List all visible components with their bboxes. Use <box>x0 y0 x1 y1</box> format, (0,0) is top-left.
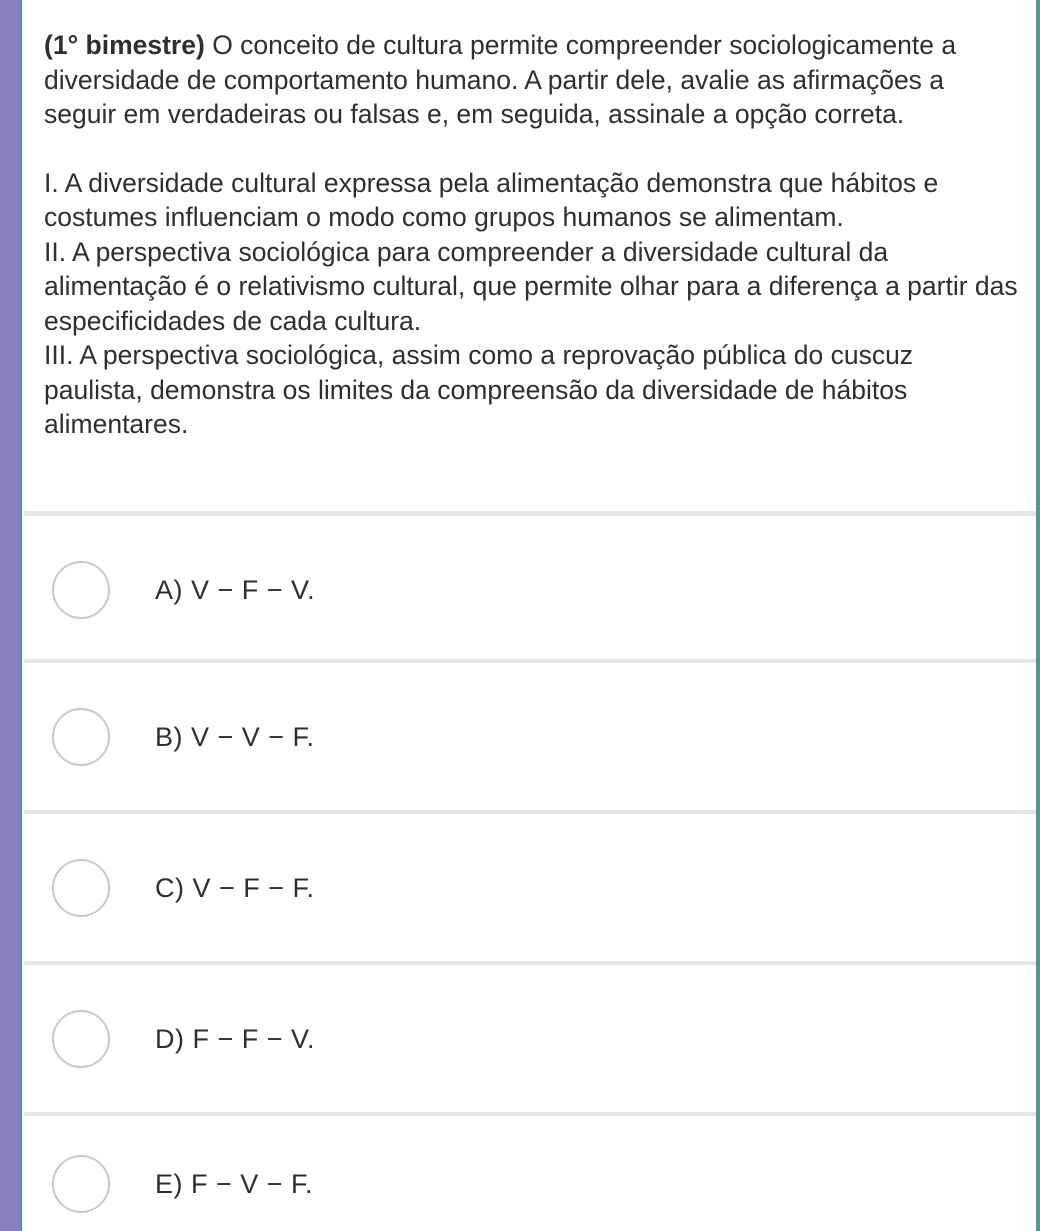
question-label: (1° bimestre) <box>44 30 205 60</box>
radio-circle-icon[interactable] <box>52 1010 110 1068</box>
right-accent-edge <box>1036 0 1040 1231</box>
option-e-label: E) F − V − F. <box>155 1168 314 1199</box>
question-prompt-text: O conceito de cultura permite compreender sociologicamente a diversidade de comportamento humano. A partir dele, avalie as afirmações a seguir em verdadeiras ou falsas e, em seguida, assinale a opção correta. <box>44 30 957 129</box>
option-c[interactable] <box>24 814 1036 962</box>
radio-circle-icon[interactable] <box>52 1155 110 1213</box>
statement-3: III. A perspectiva sociológica, assim como a reprovação pública do cuscuz paulista, demonstra os limites da compreensão da diversidade de hábitos alimentares. <box>44 340 914 439</box>
option-e[interactable] <box>24 1110 1036 1231</box>
option-d-label: D) F − F − V. <box>155 1023 316 1054</box>
radio-circle-icon[interactable] <box>52 859 110 917</box>
radio-circle-icon[interactable] <box>52 561 110 619</box>
question-prompt <box>44 28 1019 132</box>
option-a-label: A) V − F − V. <box>155 574 316 605</box>
left-accent-bar <box>0 0 22 1231</box>
statement-2: II. A perspectiva sociológica para compreender a diversidade cultural da alimentação é o relativismo cultural, que permite olhar para a diferença a partir das especificidades de cada cultura. <box>44 236 1018 336</box>
option-a[interactable] <box>24 516 1036 664</box>
option-d[interactable] <box>24 965 1036 1113</box>
option-c-label: C) V − F − F. <box>155 872 315 903</box>
statement-1: I. A diversidade cultural expressa pela alimentação demonstra que hábitos e costumes influenciam o modo como grupos humanos se alimentam. <box>44 167 939 232</box>
option-b[interactable] <box>24 663 1036 811</box>
option-b-label: B) V − V − F. <box>155 721 315 752</box>
question-block <box>44 28 1019 442</box>
radio-circle-icon[interactable] <box>52 708 110 766</box>
